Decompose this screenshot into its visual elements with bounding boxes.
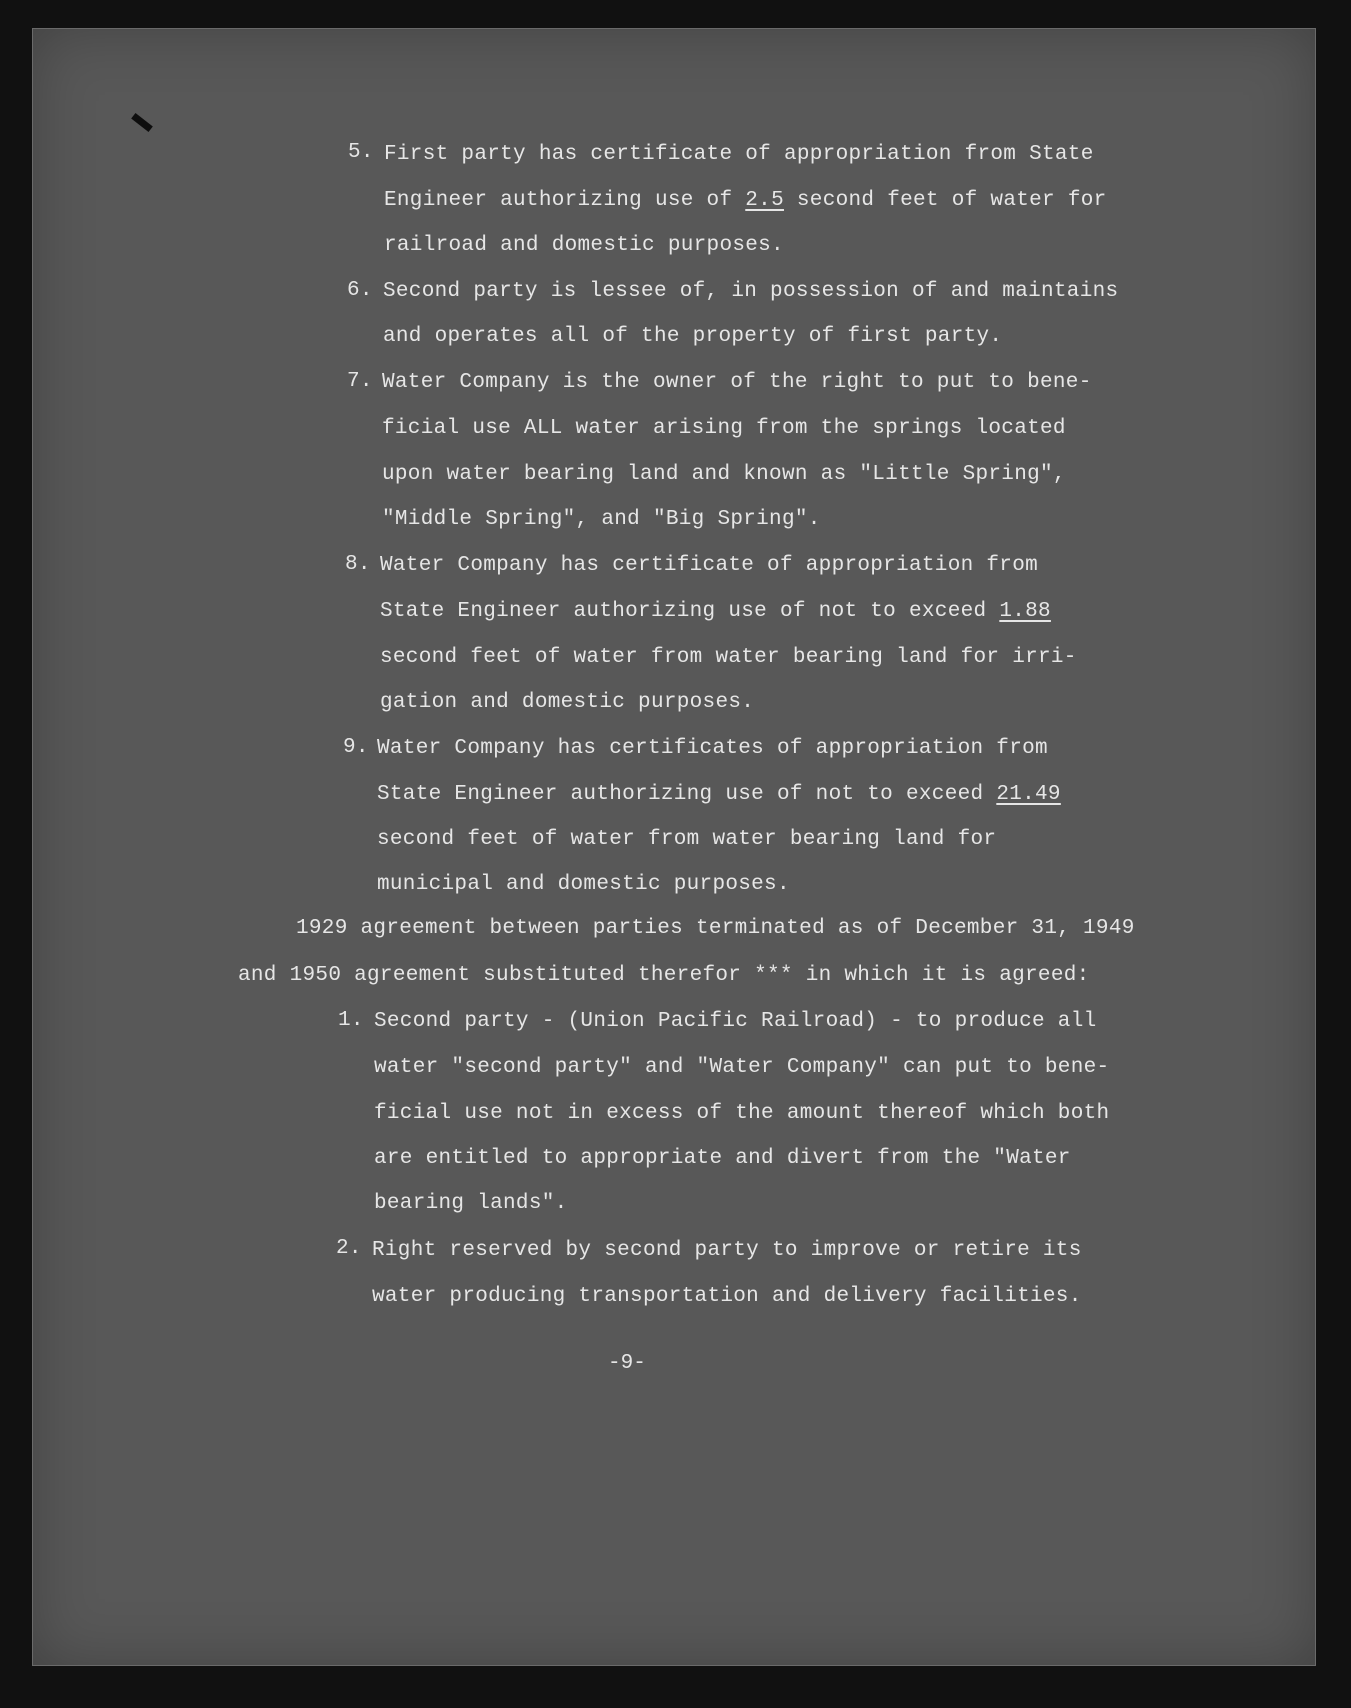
item-7-line-4: "Middle Spring", and "Big Spring". [382,508,821,531]
agreement-item-1-line-3: ficial use not in excess of the amount thereof which both [374,1102,1110,1125]
document-page [32,28,1316,1666]
value-21-49: 21.49 [996,783,1061,806]
corner-mark [131,113,153,132]
agreement-item-1-line-5: bearing lands". [374,1192,568,1215]
item-5-line-2: Engineer authorizing use of 2.5 second feet of water for [384,189,1107,212]
item-6-number: 6. [347,279,373,302]
agreement-item-1-number: 1. [338,1009,364,1032]
item-9-line-1: Water Company has certificates of appropriation from [377,737,1048,760]
agreement-item-1-line-4: are entitled to appropriate and divert from the "Water [374,1147,1071,1170]
paragraph-line-1: 1929 agreement between parties terminated as of December 31, 1949 [296,917,1135,940]
item-8-line-3: second feet of water from water bearing land for irri- [380,646,1077,669]
item-7-line-2: ficial use ALL water arising from the springs located [382,417,1066,440]
value-1-88: 1.88 [999,600,1051,623]
item-7-number: 7. [347,370,373,393]
agreement-item-1-line-1: Second party - (Union Pacific Railroad) - to produce all [374,1010,1097,1033]
item-8-line-2: State Engineer authorizing use of not to exceed 1.88 [380,600,1051,623]
item-8-line-4: gation and domestic purposes. [380,691,755,714]
item-7-line-1: Water Company is the owner of the right to put to bene- [382,371,1092,394]
item-7-line-3: upon water bearing land and known as "Little Spring", [382,463,1066,486]
item-9-line-3: second feet of water from water bearing land for [377,828,997,851]
item-8-line-1: Water Company has certificate of appropriation from [380,554,1039,577]
paragraph-line-2: and 1950 agreement substituted therefor *** in which it is agreed: [238,964,1090,987]
item-9-number: 9. [343,736,369,759]
item-5-line-1: First party has certificate of appropriation from State [384,143,1094,166]
item-6-line-2: and operates all of the property of first party. [383,325,1003,348]
agreement-item-2-line-1: Right reserved by second party to improve or retire its [372,1239,1082,1262]
agreement-item-2-line-2: water producing transportation and delivery facilities. [372,1285,1082,1308]
agreement-item-2-number: 2. [336,1237,362,1260]
item-5-number: 5. [348,141,374,164]
agreement-item-1-line-2: water "second party" and "Water Company" can put to bene- [374,1056,1110,1079]
item-6-line-1: Second party is lessee of, in possession of and maintains [383,280,1119,303]
value-2-5: 2.5 [745,189,784,212]
item-9-line-4: municipal and domestic purposes. [377,873,790,896]
item-9-line-2: State Engineer authorizing use of not to exceed 21.49 [377,783,1061,806]
item-5-line-3: railroad and domestic purposes. [384,234,784,257]
item-8-number: 8. [345,553,371,576]
page-number: -9- [608,1352,646,1375]
